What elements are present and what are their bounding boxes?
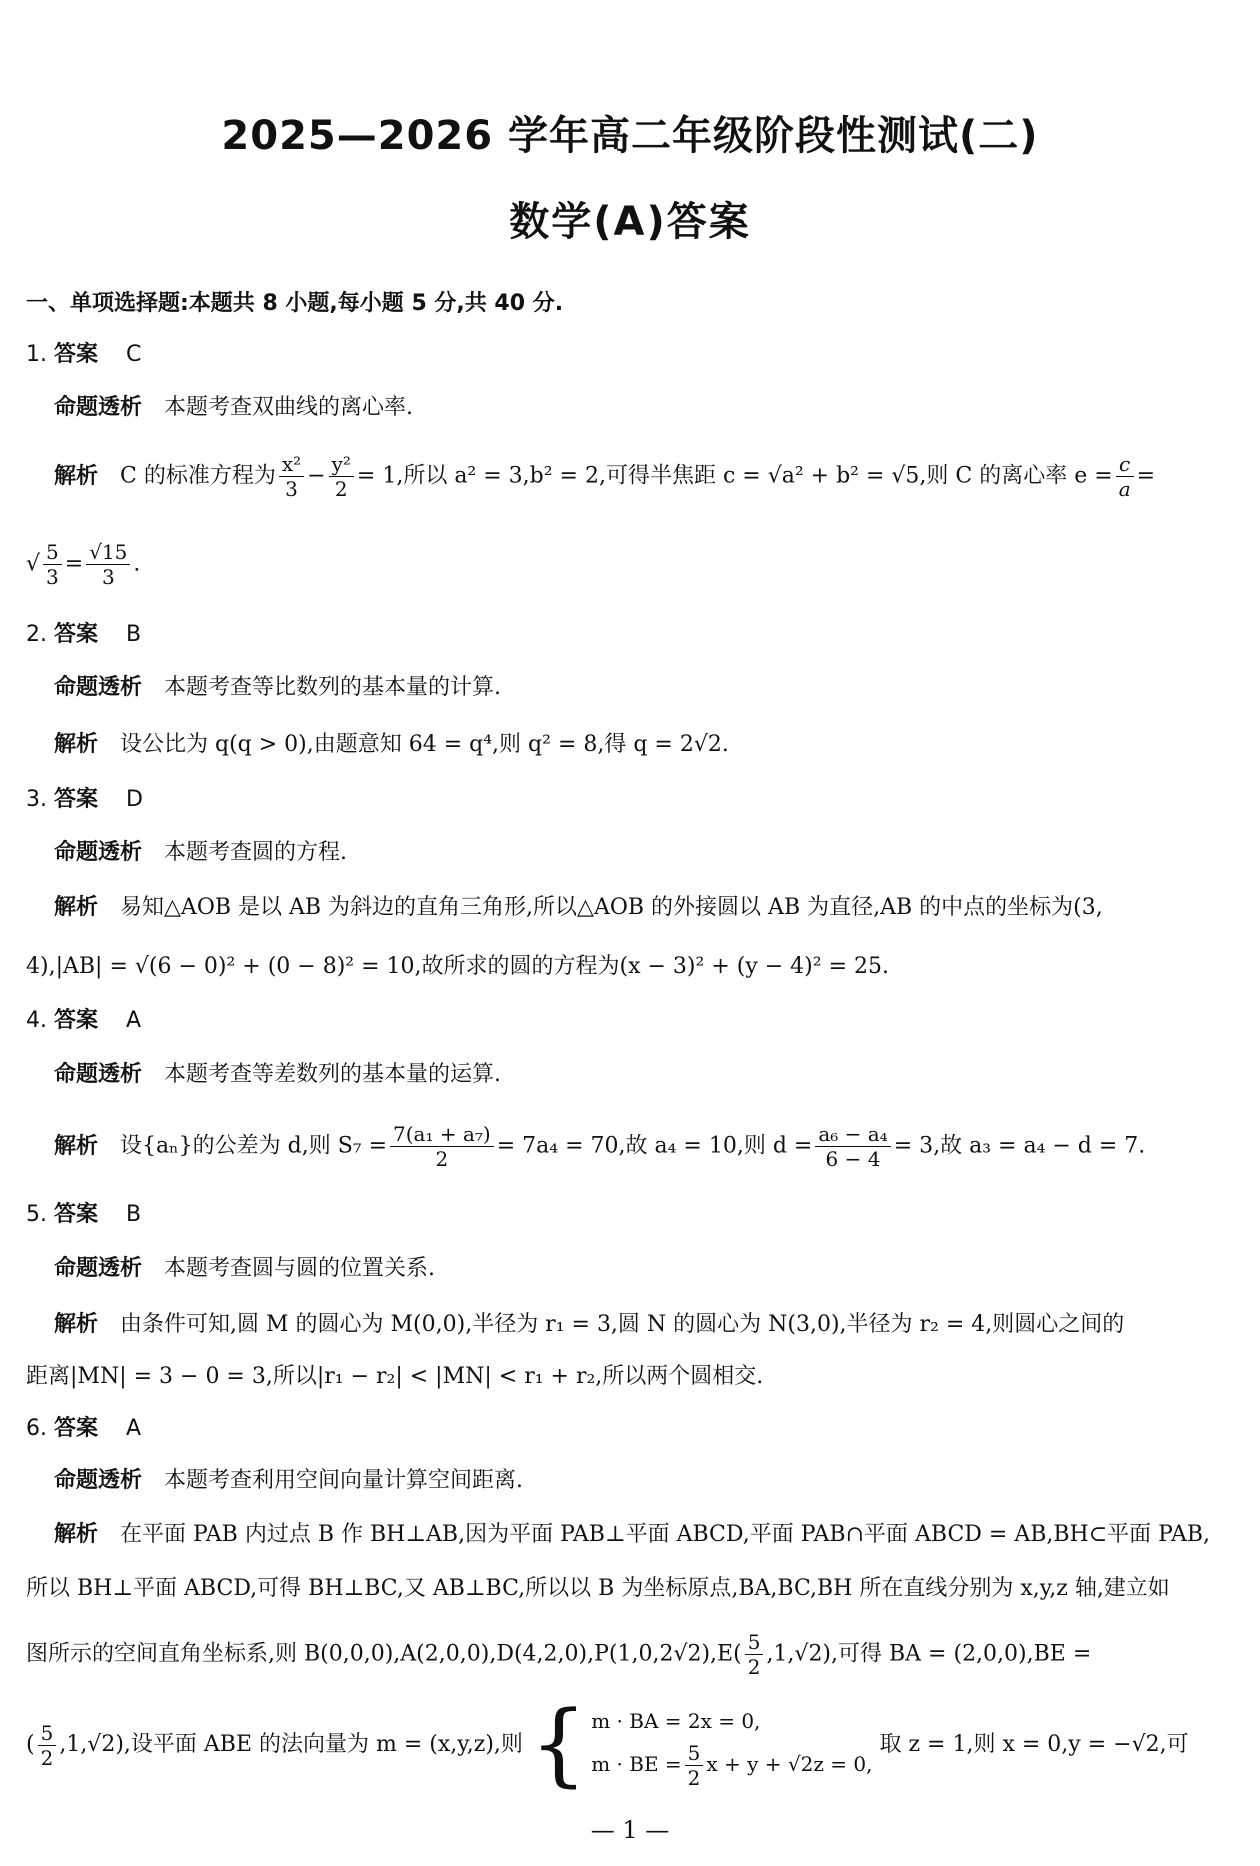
- frac-den: 2: [747, 1655, 761, 1679]
- q6-sol-text3: 图所示的空间直角坐标系,则 B(0,0,0),A(2,0,0),D(4,2,0),P(1,0,2√2),E(: [26, 1641, 742, 1667]
- q4-num: 4.: [26, 1008, 47, 1033]
- q2-answer: [26, 620, 141, 650]
- q1-answer-value: C: [126, 342, 142, 367]
- q2-analysis-label: 命题透析: [54, 675, 143, 700]
- equation-1: m · BA = 2x = 0,: [591, 1708, 761, 1733]
- q5-answer: [26, 1200, 141, 1230]
- fraction: [1116, 452, 1134, 501]
- fraction: [815, 1122, 890, 1171]
- frac-num: y²: [329, 452, 354, 477]
- q5-analysis-text: 本题考查圆与圆的位置关系.: [164, 1256, 436, 1281]
- q1-sol-text3: =: [1136, 463, 1156, 489]
- q3-num: 3.: [26, 787, 47, 812]
- q1-solution-label: 解析: [54, 463, 99, 489]
- q6-sol-text3b: ,1,√2),可得 BA = (2,0,0),BE =: [766, 1641, 1092, 1667]
- fraction: [685, 1741, 704, 1790]
- q1-analysis: [54, 393, 413, 423]
- q6-solution-cont3: ( $\frac{5}{2}$ ,1,√2),设平面 ABE 的法向量为 m = (x,y,z),则 { m · BA = 2x = 0, m · BE = $\frac{5}{2}$ x + y + √2z = 0, 取 z = 1,则 x = 0,y = −√2,可: [26, 1692, 1189, 1797]
- fraction: [86, 540, 130, 589]
- q5-solution-text: 由条件可知,圆 M 的圆心为 M(0,0),半径为 r₁ = 3,圆 N 的圆心为 N(3,0),半径为 r₂ = 4,则圆心之间的: [120, 1312, 1125, 1337]
- equation-2: [591, 1741, 872, 1790]
- q1-sol-text2: = 1,所以 a² = 3,b² = 2,可得半焦距 c = √a² + b² = √5,则 C 的离心率 e =: [356, 463, 1113, 489]
- frac-num: x²: [279, 452, 304, 477]
- q1-sol-text4: =: [64, 551, 84, 577]
- q6-solution-label: 解析: [54, 1522, 99, 1547]
- q5-solution-label: 解析: [54, 1312, 99, 1337]
- page-title: 2025—2026 学年高二年级阶段性测试(二): [221, 113, 1039, 159]
- q4-analysis-text: 本题考查等差数列的基本量的运算.: [164, 1062, 502, 1087]
- frac-den: a: [1118, 477, 1131, 501]
- page-subtitle: 数学(A)答案: [509, 199, 751, 245]
- q3-solution-text: 易知△AOB 是以 AB 为斜边的直角三角形,所以△AOB 的外接圆以 AB 为直径,AB 的中点的坐标为(3,: [120, 895, 1103, 920]
- q5-answer-label: 答案: [54, 1202, 99, 1227]
- section-heading: 一、单项选择题:本题共 8 小题,每小题 5 分,共 40 分.: [26, 291, 564, 316]
- frac-den: 3: [285, 477, 298, 501]
- q1-solution-cont: √ $\frac{5}{3}$ = $\frac{√15}{3}$ .: [26, 540, 141, 589]
- q2-num: 2.: [26, 622, 47, 647]
- page-number: — 1 —: [590, 1816, 670, 1844]
- frac-den: 2: [334, 477, 348, 501]
- q2-analysis: [54, 673, 501, 703]
- fraction: [745, 1630, 764, 1679]
- frac-num: 5: [685, 1741, 704, 1766]
- q1-sol-text1: C 的标准方程为: [120, 463, 276, 489]
- fraction: [279, 452, 304, 501]
- frac-den: 6 − 4: [825, 1147, 881, 1171]
- q3-solution-label: 解析: [54, 895, 99, 920]
- q6-solution: [54, 1520, 1210, 1550]
- q6-solution-cont2: [26, 1630, 1091, 1679]
- frac-num: 5: [745, 1630, 764, 1655]
- q4-solution-label: 解析: [54, 1133, 99, 1159]
- q4-sol-text2: = 7a₄ = 70,故 a₄ = 10,则 d =: [496, 1133, 813, 1159]
- q5-solution: [54, 1310, 1124, 1340]
- q2-answer-value: B: [126, 622, 142, 647]
- q3-analysis: [54, 838, 347, 868]
- frac-num: 7(a₁ + a₇): [390, 1122, 494, 1147]
- q6-num: 6.: [26, 1416, 47, 1441]
- q4-analysis-label: 命题透析: [54, 1062, 143, 1087]
- q5-analysis-label: 命题透析: [54, 1256, 143, 1281]
- q4-answer: [26, 1006, 141, 1036]
- q3-analysis-text: 本题考查圆的方程.: [164, 840, 348, 865]
- q5-analysis: [54, 1254, 435, 1284]
- q1-num: 1.: [26, 342, 47, 367]
- q3-answer: [26, 785, 143, 815]
- q3-solution-cont: 4),|AB| = √(6 − 0)² + (0 − 8)² = 10,故所求的圆的方程为(x − 3)² + (y − 4)² = 25.: [26, 954, 889, 979]
- q3-answer-label: 答案: [54, 787, 99, 812]
- q4-answer-label: 答案: [54, 1008, 99, 1033]
- frac-den: 3: [46, 565, 59, 589]
- q6-analysis-label: 命题透析: [54, 1468, 143, 1493]
- q4-sol-text1: 设{aₙ}的公差为 d,则 S₇ =: [120, 1133, 388, 1159]
- q4-answer-value: A: [126, 1008, 142, 1033]
- frac-den: 2: [435, 1147, 449, 1171]
- q6-sol-text4b: 取 z = 1,则 x = 0,y = −√2,可: [879, 1732, 1189, 1757]
- q1-sol-text5: .: [133, 551, 141, 577]
- q2-answer-label: 答案: [54, 622, 99, 647]
- q2-solution-label: 解析: [54, 732, 99, 757]
- q3-solution: [54, 893, 1103, 923]
- q2-solution-text: 设公比为 q(q > 0),由题意知 64 = q⁴,则 q² = 8,得 q = 2√2.: [120, 732, 729, 757]
- frac-den: 2: [40, 1745, 54, 1770]
- frac-num: c: [1116, 452, 1134, 477]
- q5-num: 5.: [26, 1202, 47, 1227]
- fraction: [390, 1122, 494, 1171]
- q3-analysis-label: 命题透析: [54, 840, 143, 865]
- q5-solution-cont: 距离|MN| = 3 − 0 = 3,所以|r₁ − r₂| < |MN| < r₁ + r₂,所以两个圆相交.: [26, 1364, 764, 1389]
- fraction: [329, 452, 354, 501]
- eq2-right: x + y + √2z = 0,: [706, 1751, 873, 1776]
- q6-answer-value: A: [126, 1416, 142, 1441]
- q4-sol-text3: = 3,故 a₃ = a₄ − d = 7.: [893, 1133, 1146, 1159]
- q6-sol-text4: ,1,√2),设平面 ABE 的法向量为 m = (x,y,z),则: [59, 1732, 523, 1757]
- q4-analysis: [54, 1060, 501, 1090]
- q1-analysis-label: 命题透析: [54, 395, 143, 420]
- q6-analysis: [54, 1466, 523, 1496]
- q6-answer: [26, 1414, 141, 1444]
- q4-solution: [54, 1122, 1145, 1171]
- q1-answer: [26, 340, 141, 370]
- q2-analysis-text: 本题考查等比数列的基本量的计算.: [164, 675, 502, 700]
- q3-answer-value: D: [126, 787, 143, 812]
- q2-solution: [54, 730, 729, 760]
- q6-answer-label: 答案: [54, 1416, 99, 1441]
- fraction: [43, 540, 62, 589]
- q6-analysis-text: 本题考查利用空间向量计算空间距离.: [164, 1468, 524, 1493]
- eq2-left: m · BE =: [591, 1751, 682, 1776]
- q5-answer-value: B: [126, 1202, 142, 1227]
- frac-den: 2: [687, 1765, 701, 1790]
- equation-system: [591, 1701, 872, 1790]
- frac-den: 3: [101, 565, 115, 589]
- q1-solution: 解析 C 的标准方程为 $\frac{\text{x²}}{3}$ − $\frac{\text{y²}}{2}$ = 1,所以 a² = 3,b² = 2,可得半焦距 c = √a² + b² = √5,则 C 的离心率 e = $\frac{c}{a}$ =: [54, 452, 1156, 501]
- q6-solution-cont: 所以 BH⊥平面 ABCD,可得 BH⊥BC,又 AB⊥BC,所以以 B 为坐标原点,BA,BC,BH 所在直线分别为 x,y,z 轴,建立如: [26, 1576, 1170, 1601]
- q6-solution-text: 在平面 PAB 内过点 B 作 BH⊥AB,因为平面 PAB⊥平面 ABCD,平面 PAB∩平面 ABCD = AB,BH⊂平面 PAB,: [120, 1522, 1211, 1547]
- frac-num: a₆ − a₄: [815, 1122, 890, 1147]
- fraction: [38, 1721, 57, 1770]
- frac-num: √15: [86, 540, 130, 565]
- frac-num: 5: [43, 540, 62, 565]
- q1-analysis-text: 本题考查双曲线的离心率.: [164, 395, 414, 420]
- frac-num: 5: [38, 1721, 57, 1746]
- brace: {: [529, 1692, 588, 1797]
- q1-answer-label: 答案: [54, 342, 99, 367]
